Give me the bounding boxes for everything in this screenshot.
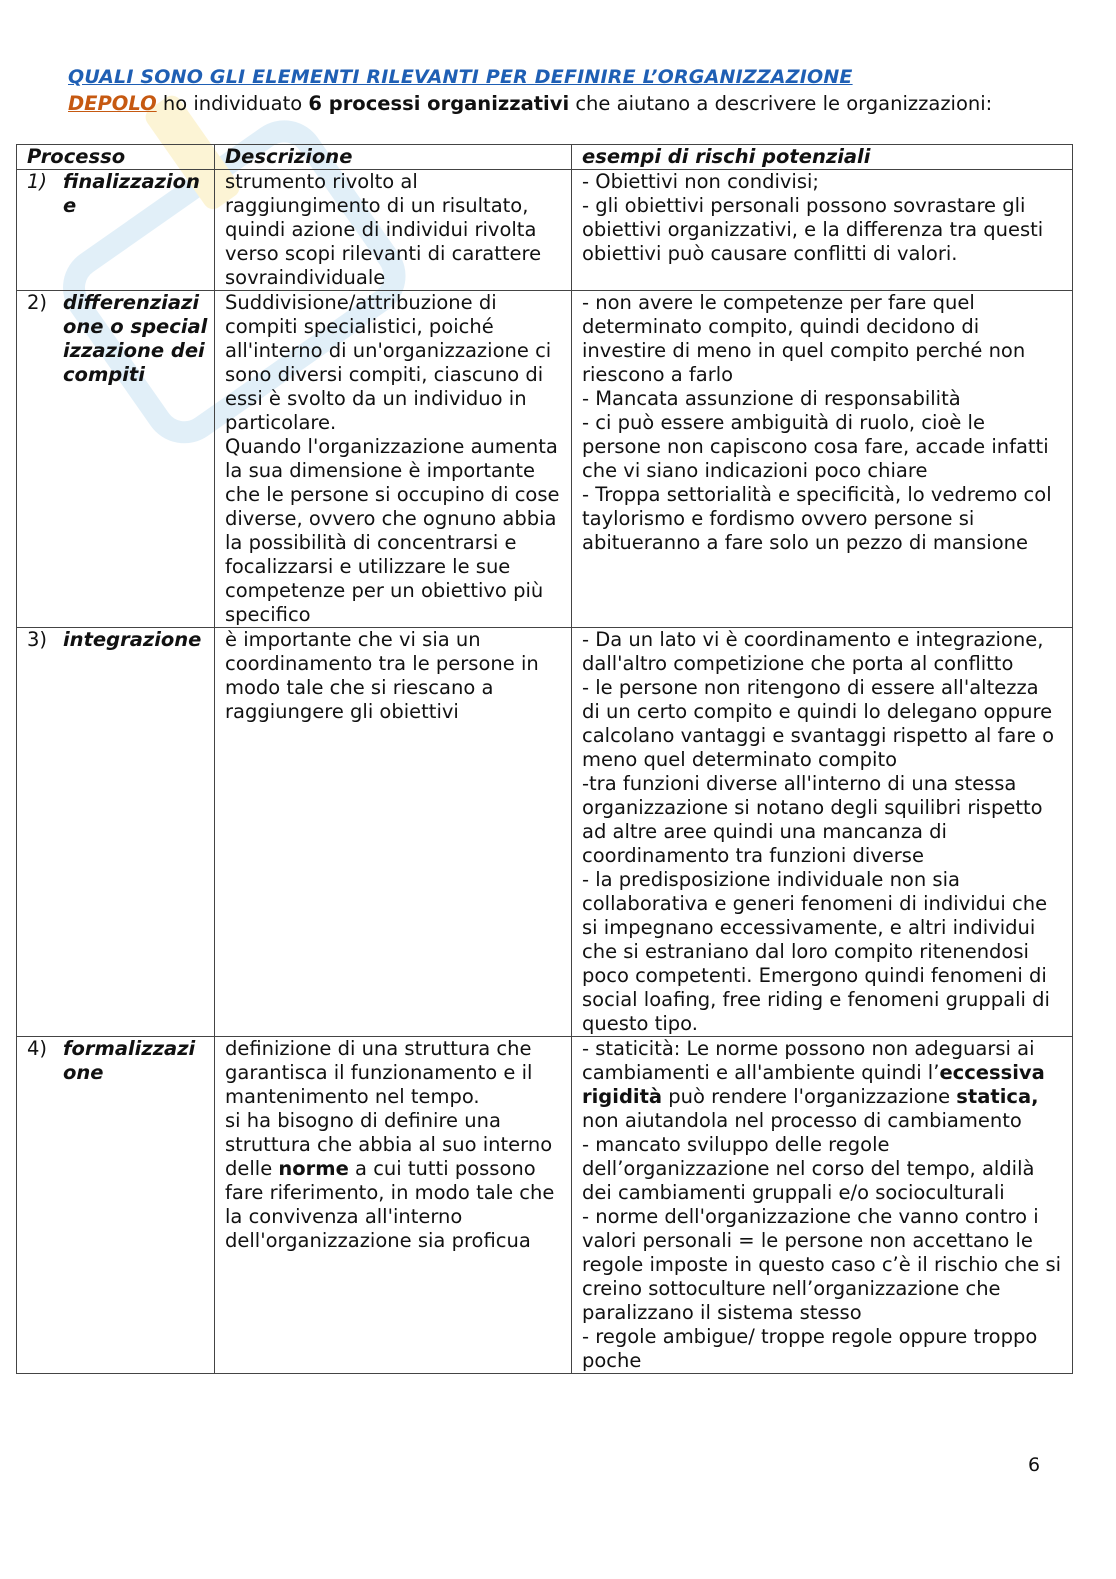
risk-item: - non avere le competenze per fare quel determinato compito, quindi decidono di investire di meno in quel compito perché non riescono a farlo [582,291,1026,386]
description-text: strumento rivolto al raggiungimento di un risultato, quindi azione di individui rivolta verso scopi rilevanti di carattere sovraindividuale [225,170,542,289]
risks-cell [572,291,1073,628]
header-processo: Processo [17,145,215,170]
description-text: definizione di una struttura che garantisca il funzionamento e il mantenimento nel tempo. [225,1037,533,1108]
process-name: formalizzazione [63,1037,196,1084]
risk-item: - Troppa settorialità e specificità, lo vedremo col taylorismo e fordismo ovvero persone si abitueranno a fare solo un pezzo di mansione [582,483,1052,554]
description-text: è importante che vi sia un coordinamento tra le persone in modo tale che si riescano a raggiungere gli obiettivi [225,628,539,723]
process-cell [17,628,215,1037]
table-row [17,170,1073,291]
table-row [17,628,1073,1037]
header-descrizione: Descrizione [215,145,572,170]
process-table [16,144,1073,1374]
description-text: Suddivisione/attribuzione di compiti specialistici, poiché all'interno di un'organizzazione ci sono diversi compiti, ciascuno di essi è svolto da un individuo in particolare. [225,291,552,434]
process-cell [17,170,215,291]
intro-text-a: ho individuato [156,92,309,115]
table-row [17,1037,1073,1374]
author-name: DEPOLO [68,92,157,115]
description-cell [215,291,572,628]
description-fragment: si ha bisogno di definire una struttura che abbia al suo interno delle [225,1109,553,1180]
risks-cell [572,1037,1073,1374]
page-heading: QUALI SONO GLI ELEMENTI RILEVANTI PER DEFINIRE L’ORGANIZZAZIONE [68,66,853,88]
risk-fragment: può rendere l'organizzazione [662,1085,957,1108]
process-name: differenziazione o specializzazione dei compiti [63,291,208,386]
process-cell [17,291,215,628]
description-text: Quando l'organizzazione aumenta la sua dimensione è importante che le persone si occupino di cose diverse, ovvero che ognuno abbia la possibilità di concentrarsi e focalizzarsi e utilizzare le sue competenze per un obiettivo più specifico [225,435,560,626]
process-name: finalizzazione [63,170,200,217]
description-fragment: a cui tutti possono fare riferimento, in modo tale che la convivenza all'interno dell'organizzazione sia proficua [225,1157,555,1252]
risk-item: - regole ambigue/ troppe regole oppure troppo poche [582,1325,1038,1372]
intro-text-b: che aiutano a descrivere le organizzazioni: [569,92,993,115]
risk-fragment: - staticità: Le norme possono non adeguarsi ai cambiamenti e all'ambiente quindi l’ [582,1037,1035,1084]
header-rischi: esempi di rischi potenziali [572,145,1073,170]
risk-item: - Da un lato vi è coordinamento e integrazione, dall'altro competizione che porta al conflitto [582,628,1044,675]
risk-item: - mancato sviluppo delle regole dell’organizzazione nel corso del tempo, aldilà dei cambiamenti gruppali e/o socioculturali [582,1133,1035,1204]
risk-item [582,1037,1062,1133]
risk-item: -tra funzioni diverse all'interno di una stessa organizzazione si notano degli squilibri rispetto ad altre aree quindi una mancanza di coordinamento tra funzioni diverse [582,772,1043,867]
intro-bold: 6 processi organizzativi [308,92,570,115]
risk-item: - la predisposizione individuale non sia collaborativa e generi fenomeni di individui che si impegnano eccessivamente, e altri individui che si estraniano dal loro compito ritenendosi poco competenti. Emergono quindi fenomeni di social loafing, free riding e fenomeni gruppali di questo tipo. [582,868,1050,1035]
description-cell [215,1037,572,1374]
description-bold: norme [278,1157,349,1180]
page-number: 6 [1028,1454,1041,1476]
process-number: 3) [27,628,48,651]
table-row [17,291,1073,628]
process-number: 4) [27,1037,48,1060]
risk-item: - gli obiettivi personali possono sovrastare gli obiettivi organizzativi, e la differenza tra questi obiettivi può causare conflitti di valori. [582,194,1044,265]
process-number: 1) [27,170,48,193]
risk-item: - norme dell'organizzazione che vanno contro i valori personali = le persone non accettano le regole imposte in questo caso c’è il rischio che si creino sottoculture nell’organizzazione che paralizzano il sistema stesso [582,1205,1062,1324]
intro-paragraph [68,92,992,115]
process-number: 2) [27,291,48,314]
description-cell [215,628,572,1037]
process-cell [17,1037,215,1374]
risks-cell [572,628,1073,1037]
risk-item: - Obiettivi non condivisi; [582,170,819,193]
table-header-row [17,145,1073,170]
risk-item: - le persone non ritengono di essere all'altezza di un certo compito e quindi lo delegano oppure calcolano vantaggi e svantaggi rispetto al fare o meno quel determinato compito [582,676,1055,771]
description-cell [215,170,572,291]
process-name: integrazione [63,628,202,651]
description-text [225,1109,561,1253]
risk-item: - ci può essere ambiguità di ruolo, cioè le persone non capiscono cosa fare, accade infatti che vi siano indicazioni poco chiare [582,411,1049,482]
risk-bold: eccessiva rigidità [582,1061,1045,1108]
risk-bold: statica, [956,1085,1039,1108]
risks-cell [572,170,1073,291]
risk-item: - Mancata assunzione di responsabilità [582,387,961,410]
risk-fragment: non aiutandola nel processo di cambiamento [582,1109,1022,1132]
